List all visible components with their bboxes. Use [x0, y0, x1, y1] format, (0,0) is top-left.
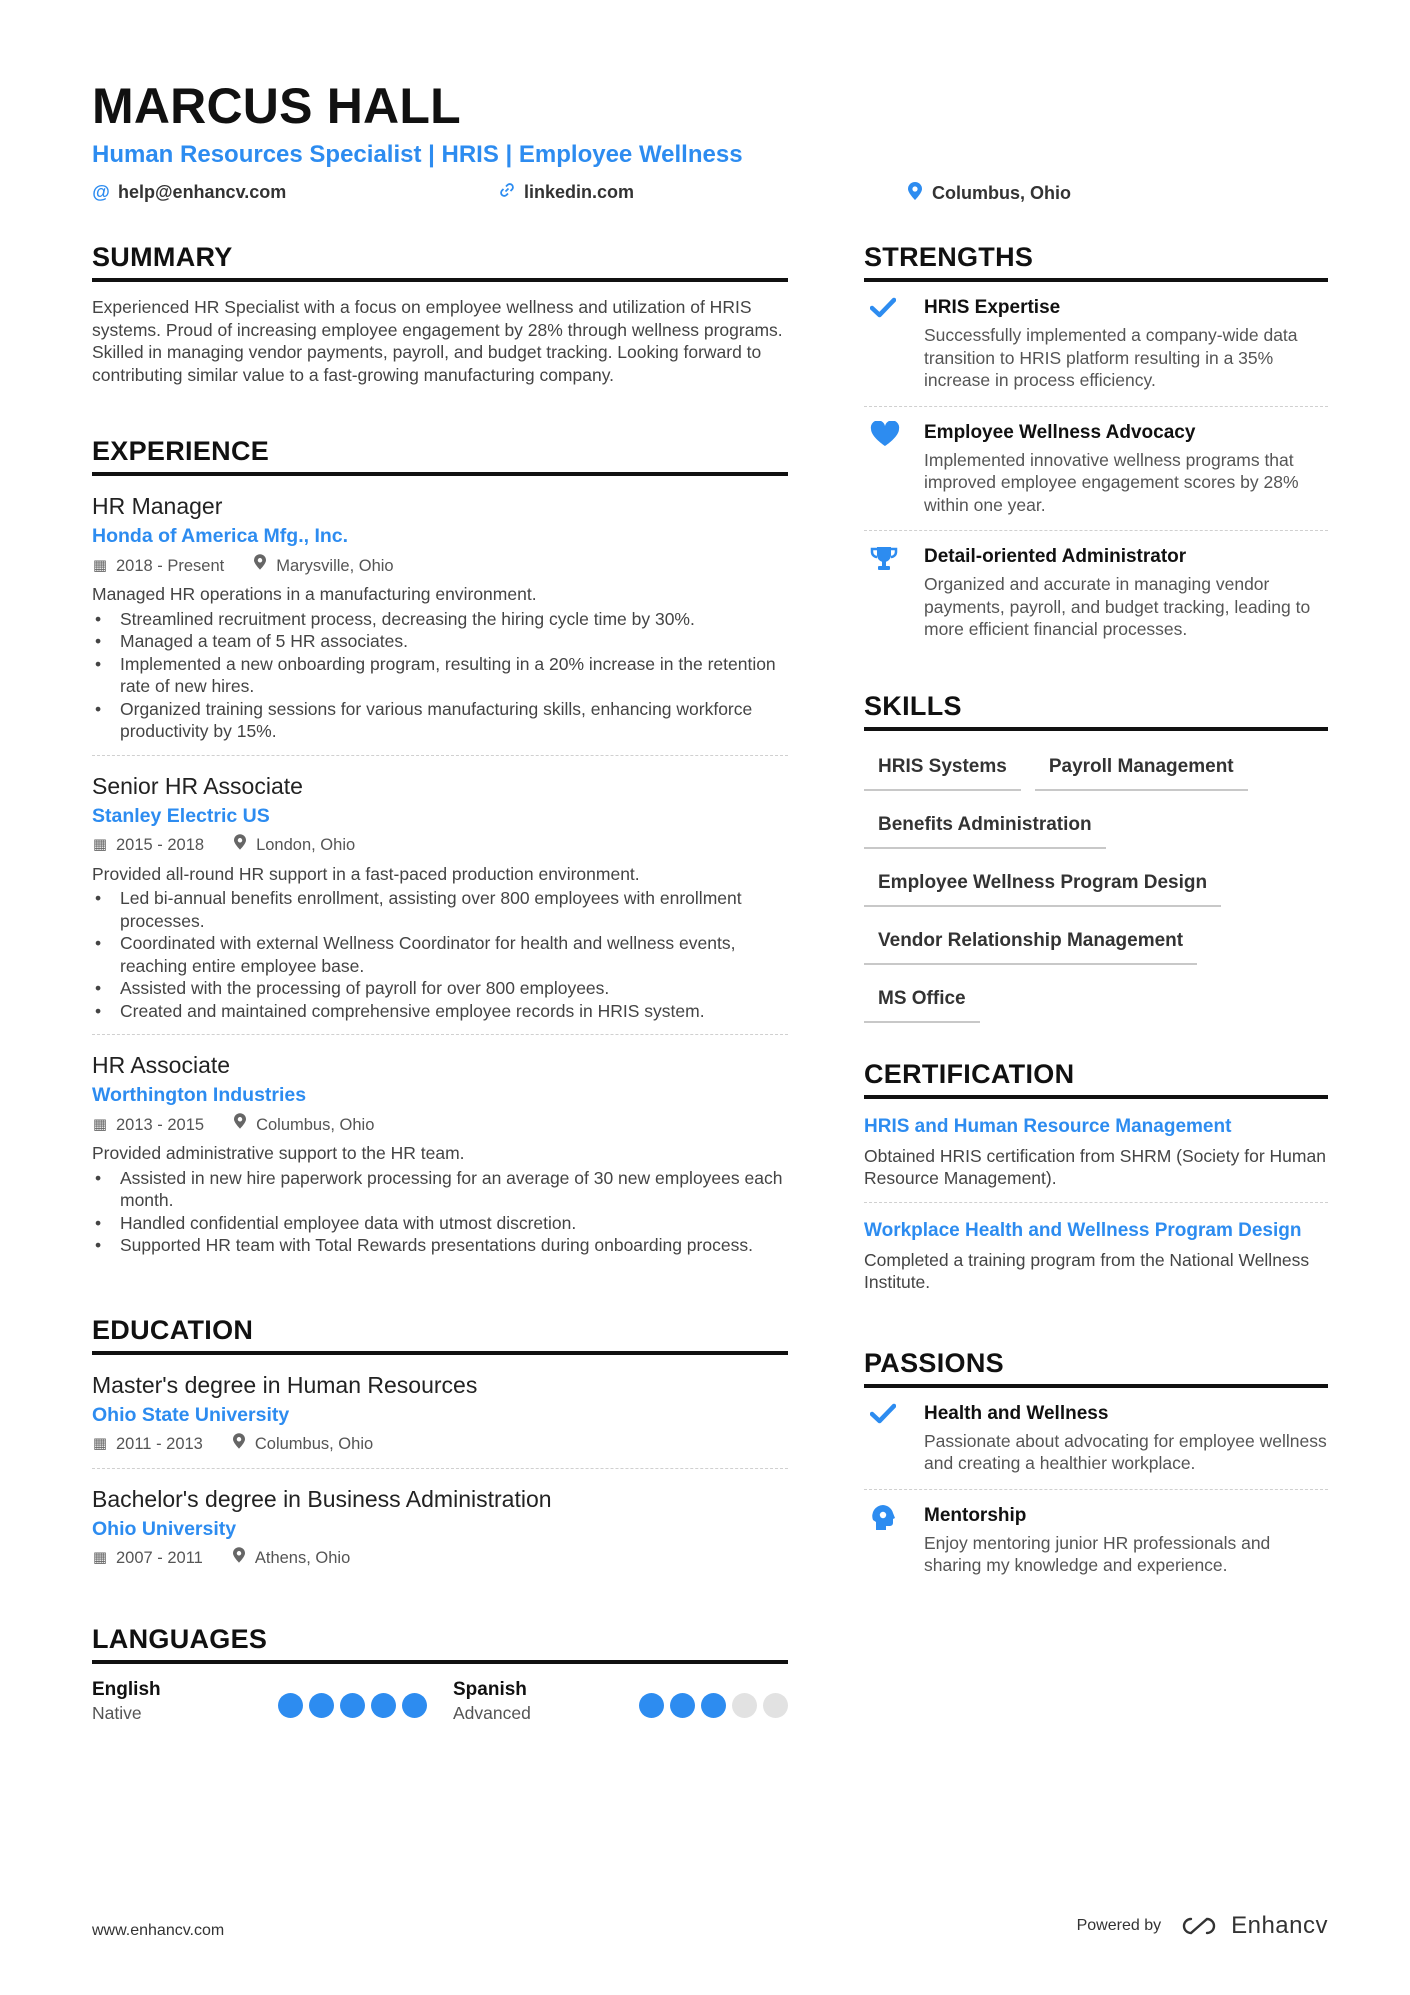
- bullet-item: • Created and maintained comprehensive employee records in HRIS system.: [92, 1000, 788, 1023]
- rating-dot-filled: [340, 1693, 365, 1718]
- left-column: [92, 240, 788, 1758]
- language-name: English: [92, 1678, 161, 1700]
- powered-by-text: Powered by: [1076, 1917, 1162, 1934]
- link-icon: [498, 182, 516, 203]
- rating-dot-filled: [278, 1693, 303, 1718]
- bullet-item: • Organized training sessions for various manufacturing skills, enhancing workforce productivity by 15%.: [92, 698, 788, 743]
- education-dates: 2007 - 2011: [116, 1549, 203, 1567]
- footer-url[interactable]: www.enhancv.com: [92, 1922, 225, 1939]
- language-rating: [639, 1678, 788, 1724]
- language-item: [453, 1678, 788, 1724]
- passion-item: [864, 1490, 1328, 1591]
- calendar-icon: ▦: [92, 556, 108, 574]
- education-meta: [92, 1433, 788, 1456]
- bullet-item: • Led bi-annual benefits enrollment, assisting over 800 employees with enrollment processes.: [92, 887, 788, 932]
- calendar-icon: ▦: [92, 1435, 108, 1452]
- passion-title: Mentorship: [924, 1504, 1027, 1526]
- location-pin-icon: [231, 1547, 247, 1570]
- job-dates: 2018 - Present: [116, 556, 225, 575]
- strength-text: Successfully implemented a company-wide data transition to HRIS platform resulting in a 35% increase in process efficiency.: [924, 325, 1298, 390]
- education-heading: EDUCATION: [92, 1313, 788, 1355]
- bullet-item: • Streamlined recruitment process, decreasing the hiring cycle time by 30%.: [92, 608, 788, 631]
- strength-title: HRIS Expertise: [924, 297, 1061, 318]
- location-pin-icon: [231, 1433, 247, 1456]
- bullet-item: • Managed a team of 5 HR associates.: [92, 630, 788, 653]
- education-location: Columbus, Ohio: [254, 1435, 374, 1453]
- education-item: [92, 1355, 788, 1469]
- language-rating: [278, 1678, 427, 1724]
- skill-tag: Employee Wellness Program Design: [864, 861, 1221, 907]
- skills-list: [864, 745, 1328, 1023]
- job-description: Provided administrative support to the HR team.: [92, 1143, 465, 1163]
- skill-tag: Benefits Administration: [864, 803, 1106, 849]
- experience-section: [92, 434, 788, 1269]
- check-icon: [864, 1402, 924, 1475]
- at-icon: @: [92, 182, 110, 202]
- passions-heading: PASSIONS: [864, 1346, 1328, 1388]
- bullet-item: • Supported HR team with Total Rewards presentations during onboarding process.: [92, 1234, 788, 1257]
- language-name: Spanish: [453, 1678, 527, 1700]
- enhancv-logo-icon: [1177, 1914, 1223, 1938]
- language-level: Advanced: [453, 1702, 531, 1723]
- location-pin-icon: [906, 182, 924, 205]
- rating-dot-filled: [701, 1693, 726, 1718]
- bullet-item: • Assisted with the processing of payroll for over 800 employees.: [92, 977, 788, 1000]
- skills-section: [864, 689, 1328, 1023]
- language-item: [92, 1678, 427, 1724]
- experience-item: [92, 476, 788, 756]
- job-title: HR Manager: [92, 493, 223, 519]
- bullet-item: • Coordinated with external Wellness Coordinator for health and wellness events, reaching entire employee base.: [92, 932, 788, 977]
- footer-branding: [1077, 1912, 1328, 1940]
- job-location: London, Ohio: [256, 836, 356, 854]
- calendar-icon: ▦: [92, 1549, 108, 1566]
- education-section: [92, 1313, 788, 1582]
- calendar-icon: ▦: [92, 836, 108, 853]
- enhancv-logo[interactable]: [1177, 1912, 1328, 1940]
- strength-title: Detail-oriented Administrator: [924, 546, 1187, 567]
- rating-dot-empty: [763, 1693, 788, 1718]
- education-location: Athens, Ohio: [254, 1549, 351, 1567]
- strength-item: [864, 282, 1328, 407]
- skill-tag: HRIS Systems: [864, 745, 1021, 791]
- certification-title: HRIS and Human Resource Management: [864, 1115, 1232, 1137]
- skill-tag: Vendor Relationship Management: [864, 919, 1197, 965]
- contact-linkedin[interactable]: [498, 182, 634, 203]
- experience-item: [92, 1035, 788, 1269]
- passion-text: Enjoy mentoring junior HR professionals and sharing my knowledge and experience.: [924, 1532, 1271, 1575]
- education-dates: 2011 - 2013: [116, 1435, 203, 1453]
- job-bullets: [92, 887, 788, 1022]
- job-title: HR Associate: [92, 1052, 231, 1078]
- check-icon: [864, 296, 924, 392]
- summary-text: Experienced HR Specialist with a focus on employee wellness and utilization of HRIS systems. Proud of increasing employee engagement by 28% through wellness programs. Skilled in managing vendor payments, payroll, and budget tracking. Looking forward to contributing similar value to a fast-growing manufacturing company.: [92, 297, 783, 385]
- certification-section: [864, 1057, 1328, 1306]
- rating-dot-filled: [670, 1693, 695, 1718]
- passion-text: Passionate about advocating for employee wellness and creating a healthier workplace.: [924, 1430, 1327, 1473]
- candidate-name: MARCUS HALL: [92, 78, 461, 134]
- strength-item: [864, 407, 1328, 532]
- passion-item: [864, 1388, 1328, 1490]
- degree-title: Master's degree in Human Resources: [92, 1371, 478, 1398]
- email-text: help@enhancv.com: [118, 182, 287, 202]
- calendar-icon: ▦: [92, 1115, 108, 1133]
- location-pin-icon: [232, 1113, 248, 1136]
- contact-bar: [92, 178, 1328, 208]
- rating-dot-filled: [639, 1693, 664, 1718]
- skill-tag: Payroll Management: [1035, 745, 1248, 791]
- job-description: Provided all-round HR support in a fast-paced production environment.: [92, 863, 640, 884]
- job-location: Marysville, Ohio: [276, 556, 394, 575]
- location-pin-icon: [252, 554, 268, 577]
- rating-dot-empty: [732, 1693, 757, 1718]
- mentor-head-icon: [864, 1504, 924, 1577]
- strengths-heading: STRENGTHS: [864, 240, 1328, 282]
- contact-location: [906, 182, 1071, 205]
- location-text: Columbus, Ohio: [932, 183, 1071, 203]
- right-column: [864, 240, 1328, 1625]
- brand-name: Enhancv: [1231, 1912, 1328, 1939]
- summary-heading: SUMMARY: [92, 240, 788, 282]
- job-meta: [92, 554, 788, 577]
- heart-icon: [864, 421, 924, 517]
- languages-heading: LANGUAGES: [92, 1622, 788, 1664]
- languages-list: [92, 1678, 788, 1724]
- job-bullets: [92, 608, 788, 743]
- school-name: Ohio State University: [92, 1403, 290, 1426]
- bullet-item: • Handled confidential employee data with utmost discretion.: [92, 1212, 788, 1235]
- job-meta: [92, 1113, 788, 1136]
- certification-item: [864, 1099, 1328, 1203]
- job-description: Managed HR operations in a manufacturing environment.: [92, 584, 537, 604]
- strength-text: Implemented innovative wellness programs that improved employee engagement scores by 28% within one year.: [924, 449, 1299, 515]
- job-title: Senior HR Associate: [92, 772, 303, 799]
- degree-title: Bachelor's degree in Business Administration: [92, 1485, 552, 1512]
- page-footer: [92, 1910, 1328, 1950]
- languages-section: [92, 1622, 788, 1724]
- company-name: Worthington Industries: [92, 1084, 307, 1106]
- bullet-item: • Assisted in new hire paperwork processing for an average of 30 new employees each month.: [92, 1167, 788, 1212]
- company-name: Stanley Electric US: [92, 804, 270, 827]
- skills-heading: SKILLS: [864, 689, 1328, 731]
- passion-title: Health and Wellness: [924, 1402, 1109, 1424]
- certification-text: Obtained HRIS certification from SHRM (Society for Human Resource Management).: [864, 1145, 1326, 1188]
- location-pin-icon: [232, 834, 248, 857]
- job-meta: [92, 834, 788, 857]
- job-dates: 2015 - 2018: [116, 836, 205, 854]
- strength-item: [864, 531, 1328, 655]
- certification-heading: CERTIFICATION: [864, 1057, 1328, 1099]
- job-bullets: [92, 1167, 788, 1257]
- company-name: Honda of America Mfg., Inc.: [92, 525, 349, 547]
- school-name: Ohio University: [92, 1517, 237, 1540]
- bullet-item: • Implemented a new onboarding program, resulting in a 20% increase in the retention rate of new hires.: [92, 653, 788, 698]
- summary-section: [92, 240, 788, 386]
- education-item: [92, 1469, 788, 1582]
- skill-tag: MS Office: [864, 977, 980, 1023]
- rating-dot-filled: [402, 1693, 427, 1718]
- job-location: Columbus, Ohio: [256, 1115, 375, 1134]
- strengths-section: [864, 240, 1328, 655]
- certification-item: [864, 1203, 1328, 1306]
- experience-item: [92, 756, 788, 1036]
- certification-text: Completed a training program from the National Wellness Institute.: [864, 1249, 1310, 1292]
- language-level: Native: [92, 1702, 142, 1723]
- strength-text: Organized and accurate in managing vendor payments, payroll, and budget tracking, leading to more efficient financial processes.: [924, 574, 1311, 639]
- job-dates: 2013 - 2015: [116, 1115, 205, 1134]
- rating-dot-filled: [371, 1693, 396, 1718]
- strength-title: Employee Wellness Advocacy: [924, 421, 1196, 443]
- candidate-headline: Human Resources Specialist | HRIS | Employee Wellness: [92, 141, 743, 168]
- rating-dot-filled: [309, 1693, 334, 1718]
- passions-section: [864, 1346, 1328, 1591]
- trophy-icon: [864, 545, 924, 641]
- contact-email[interactable]: [92, 182, 286, 203]
- linkedin-text: linkedin.com: [524, 182, 635, 202]
- experience-heading: EXPERIENCE: [92, 434, 788, 476]
- education-meta: [92, 1547, 788, 1570]
- certification-title: Workplace Health and Wellness Program Design: [864, 1219, 1302, 1241]
- resume-header: [92, 78, 1328, 208]
